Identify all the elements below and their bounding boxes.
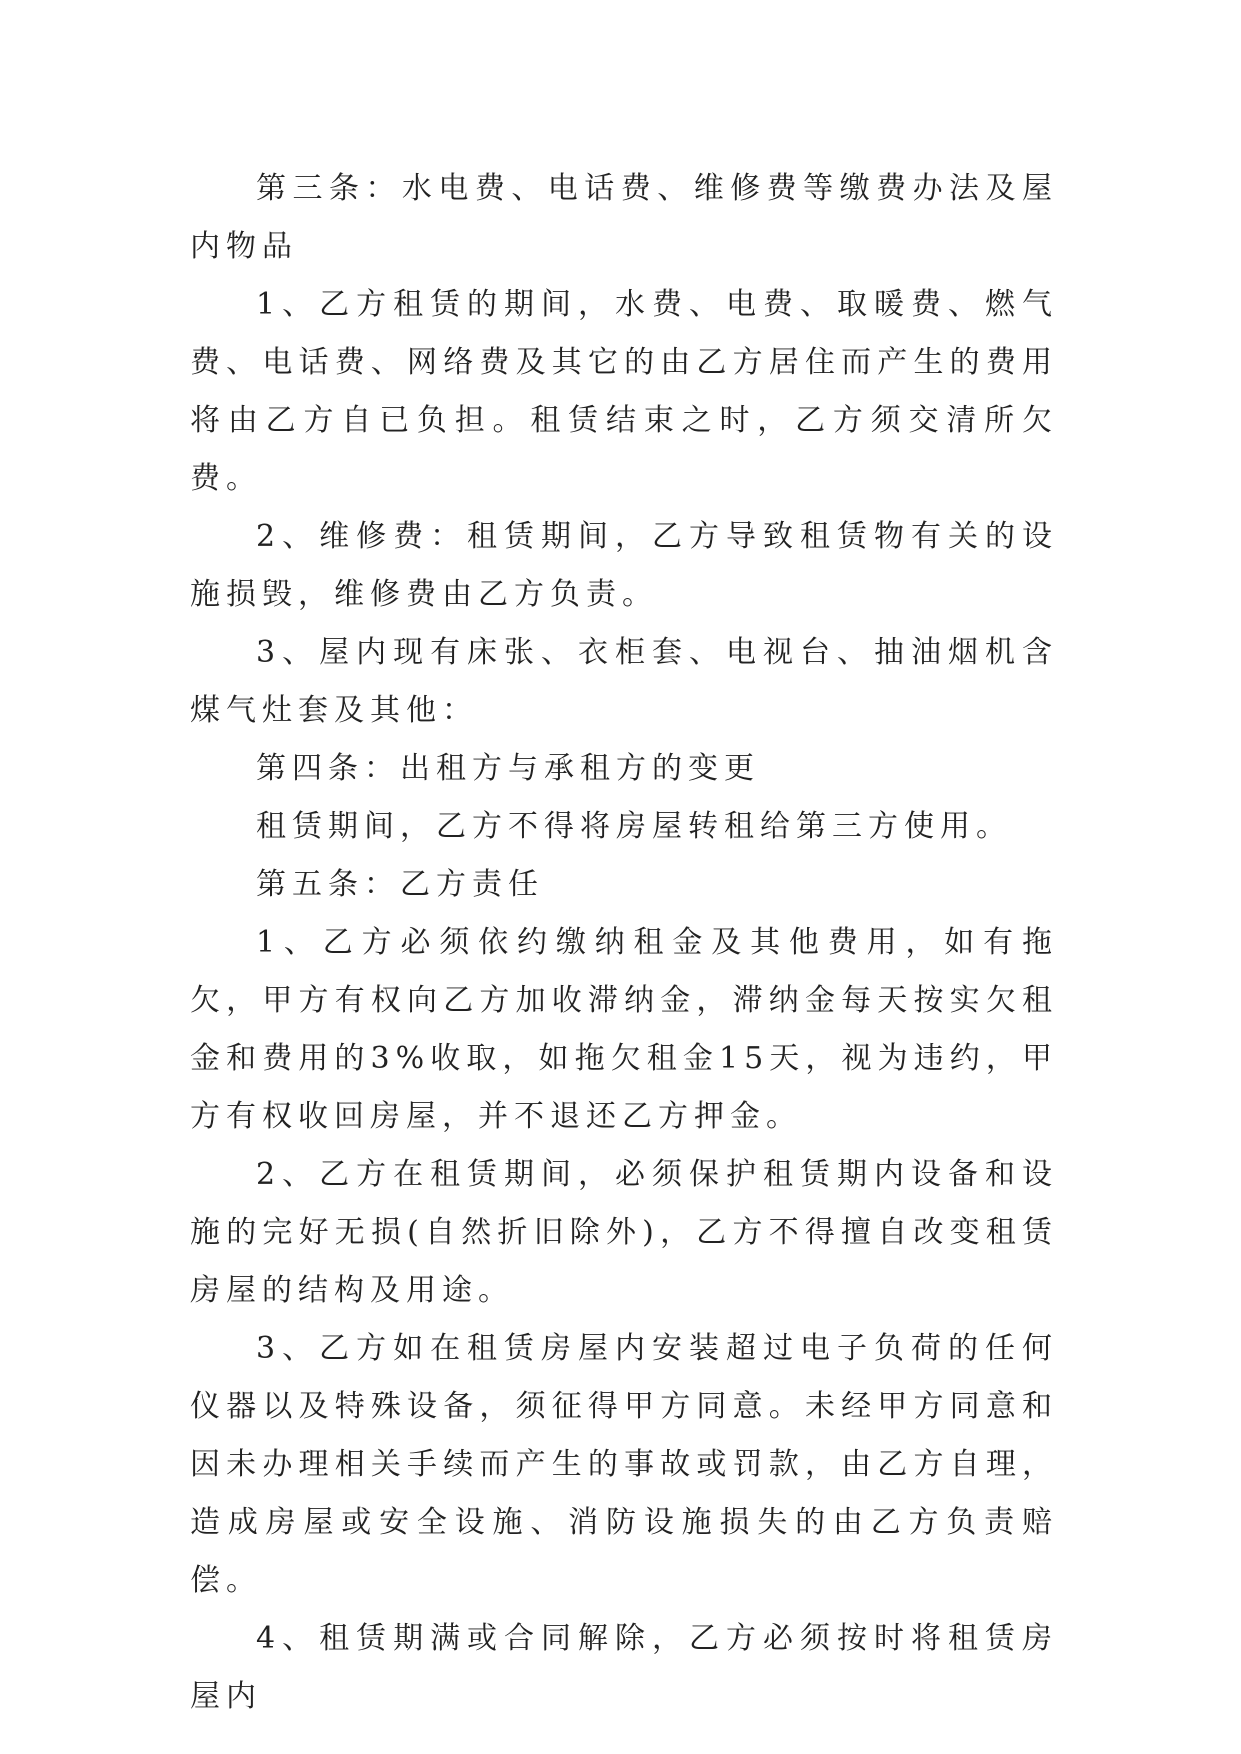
clause-3-item-2: 2、维修费：租赁期间，乙方导致租赁物有关的设施损毁，维修费由乙方负责。 [190, 519, 1058, 612]
clause-5-item-4: 4、租赁期满或合同解除，乙方必须按时将租赁房屋内 [190, 1621, 1058, 1714]
clause-4-heading: 第四条：出租方与承租方的变更 [256, 751, 760, 786]
document-body [190, 160, 1058, 1726]
clause-3-heading: 第三条：水电费、电话费、维修费等缴费办法及屋内物品 [190, 171, 1058, 264]
clause-5-item-3: 3、乙方如在租赁房屋内安装超过电子负荷的任何仪器以及特殊设备，须征得甲方同意。未经甲方同意和因未办理相关手续而产生的事故或罚款，由乙方自理，造成房屋或安全设施、消防设施损失的由乙方负责赔偿。 [190, 1331, 1058, 1598]
clause-3-item-1: 1、乙方租赁的期间，水费、电费、取暖费、燃气费、电话费、网络费及其它的由乙方居住而产生的费用将由乙方自已负担。租赁结束之时，乙方须交清所欠费。 [190, 287, 1058, 496]
clause-5-item-1: 1、乙方必须依约缴纳租金及其他费用，如有拖欠，甲方有权向乙方加收滞纳金，滞纳金每天按实欠租金和费用的3%收取，如拖欠租金15天，视为违约，甲方有权收回房屋，并不退还乙方押金。 [190, 925, 1058, 1134]
clause-5-heading: 第五条：乙方责任 [256, 867, 544, 902]
clause-4-text: 租赁期间，乙方不得将房屋转租给第三方使用。 [256, 809, 1012, 844]
clause-5-item-2: 2、乙方在租赁期间，必须保护租赁期内设备和设施的完好无损(自然折旧除外)，乙方不得擅自改变租赁房屋的结构及用途。 [190, 1157, 1058, 1308]
clause-3-item-3: 3、屋内现有床张、衣柜套、电视台、抽油烟机含煤气灶套及其他： [190, 635, 1058, 728]
